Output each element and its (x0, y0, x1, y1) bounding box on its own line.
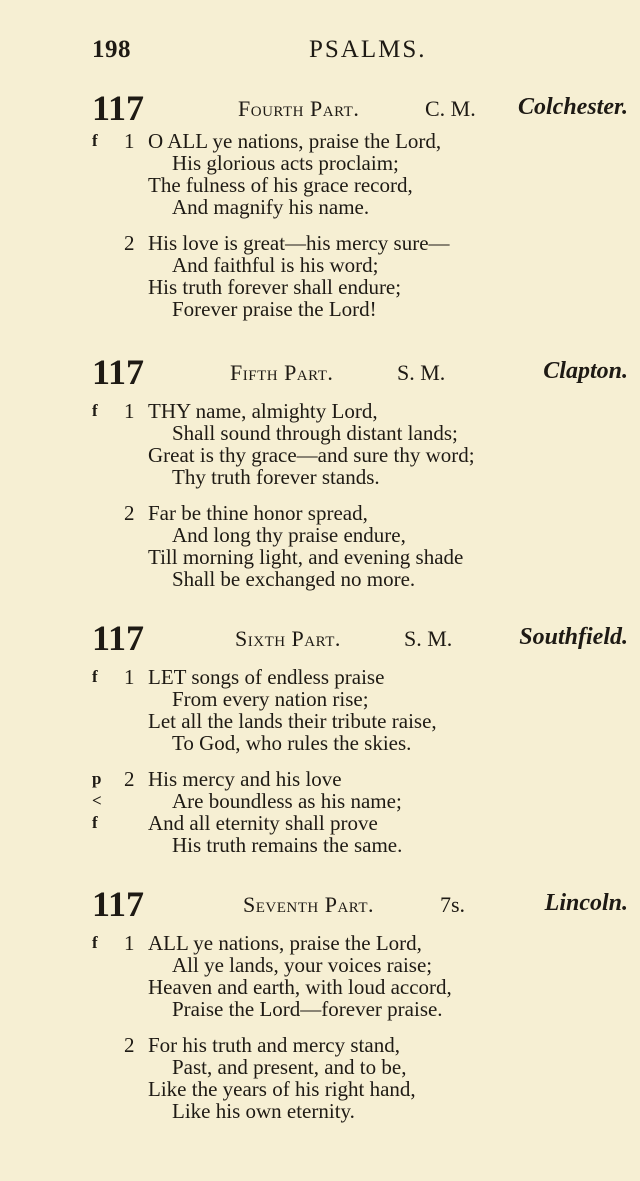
part-label: Seventh Part. (243, 892, 375, 917)
verse-text: O ALL ye nations, praise the Lord, (148, 129, 442, 153)
verse-line (0, 834, 640, 856)
dynamic-mark: f (92, 933, 98, 952)
verse-line (0, 546, 640, 568)
stanza (0, 130, 640, 218)
verse-text: Let all the lands their tribute raise, (148, 709, 437, 733)
verse-line (0, 768, 640, 790)
meter-label: C. M. (425, 96, 476, 121)
verse-line (0, 1034, 640, 1056)
meter-label: S. M. (404, 626, 453, 651)
verse-text: Thy truth forever stands. (172, 465, 380, 489)
verse-line (0, 130, 640, 152)
verse-line (0, 932, 640, 954)
verse-text: For his truth and mercy stand, (148, 1033, 400, 1057)
dynamic-mark: p (92, 769, 102, 788)
dynamic-mark: f (92, 667, 98, 686)
verse-number: 2 (124, 767, 135, 791)
part-label: Sixth Part. (235, 626, 341, 651)
dynamic-mark: f (92, 131, 98, 150)
part-label: Fifth Part. (230, 360, 334, 385)
verse-text: And long thy praise endure, (172, 523, 406, 547)
verse-line (0, 568, 640, 590)
verse-line (0, 710, 640, 732)
verse-text: Past, and present, and to be, (172, 1055, 407, 1079)
hymn-section (0, 88, 640, 320)
hymn-section (0, 884, 640, 1122)
tune-name: Colchester. (517, 94, 628, 120)
verse-line (0, 812, 640, 834)
verse-line (0, 400, 640, 422)
verse-line (0, 1078, 640, 1100)
verse-text: Far be thine honor spread, (148, 501, 368, 525)
verse-text: ALL ye nations, praise the Lord, (148, 931, 422, 955)
running-head: PSALMS. (309, 36, 427, 63)
verse-line (0, 1100, 640, 1122)
verse-text: His truth forever shall endure; (148, 275, 402, 299)
verse-number: 1 (124, 399, 135, 423)
verse-line (0, 298, 640, 320)
verse-text: THY name, almighty Lord, (148, 399, 378, 423)
tune-name: Lincoln. (544, 890, 628, 916)
verse-text: Shall sound through distant lands; (172, 421, 458, 445)
verse-text: LET songs of endless praise (148, 665, 385, 689)
dynamic-mark: f (92, 401, 98, 420)
verse-text: Great is thy grace—and sure thy word; (148, 443, 475, 467)
verse-line (0, 152, 640, 174)
verse-line (0, 998, 640, 1020)
verse-text: Like the years of his right hand, (148, 1077, 416, 1101)
crescendo-mark: < (92, 791, 102, 810)
verse-text: Till morning light, and evening shade (148, 545, 464, 569)
verse-text: The fulness of his grace record, (148, 173, 413, 197)
verse-text: His glorious acts proclaim; (172, 151, 399, 175)
hymn-section (0, 352, 640, 590)
verse-line (0, 254, 640, 276)
stanza (0, 768, 640, 856)
verse-line (0, 444, 640, 466)
stanza (0, 1034, 640, 1122)
verse-text: Heaven and earth, with loud accord, (148, 975, 452, 999)
hymn-title-row (0, 884, 640, 926)
psalm-number: 117 (92, 884, 145, 924)
psalm-number: 117 (92, 352, 145, 392)
dynamic-mark: f (92, 813, 98, 832)
hymn-title-row (0, 618, 640, 660)
verse-text: And faithful is his word; (172, 253, 379, 277)
psalm-number: 117 (92, 88, 145, 128)
verse-text: Like his own eternity. (172, 1099, 355, 1123)
verse-line (0, 954, 640, 976)
verse-line (0, 422, 640, 444)
verse-text: All ye lands, your voices raise; (172, 953, 433, 977)
stanza (0, 666, 640, 754)
meter-label: S. M. (397, 360, 446, 385)
verse-line (0, 976, 640, 998)
verse-number: 1 (124, 665, 135, 689)
verse-text: His mercy and his love (148, 767, 342, 791)
verse-line (0, 232, 640, 254)
verse-text: Praise the Lord—forever praise. (172, 997, 443, 1021)
verse-text: Are boundless as his name; (172, 789, 402, 813)
hymn-title-row (0, 352, 640, 394)
verse-text: Forever praise the Lord! (172, 297, 377, 321)
verse-text: His truth remains the same. (172, 833, 403, 857)
hymn-section (0, 618, 640, 856)
verse-line (0, 790, 640, 812)
meter-label: 7s. (440, 892, 466, 917)
verse-line (0, 502, 640, 524)
verse-line (0, 524, 640, 546)
stanza (0, 400, 640, 488)
verse-text: His love is great—his mercy sure— (148, 231, 450, 255)
stanza (0, 502, 640, 590)
stanza (0, 932, 640, 1020)
stanza (0, 232, 640, 320)
verse-text: From every nation rise; (172, 687, 369, 711)
verse-number: 2 (124, 231, 135, 255)
verse-number: 1 (124, 931, 135, 955)
verse-line (0, 276, 640, 298)
verse-line (0, 688, 640, 710)
psalm-number: 117 (92, 618, 145, 658)
verse-line (0, 1056, 640, 1078)
verse-line (0, 196, 640, 218)
verse-line (0, 174, 640, 196)
hymn-title-row (0, 88, 640, 130)
verse-line (0, 466, 640, 488)
page-number: 198 (92, 36, 131, 63)
tune-name: Southfield. (519, 624, 628, 650)
verse-line (0, 666, 640, 688)
verse-number: 1 (124, 129, 135, 153)
verse-number: 2 (124, 501, 135, 525)
verse-text: And magnify his name. (172, 195, 370, 219)
page-header (92, 36, 612, 66)
tune-name: Clapton. (543, 358, 628, 384)
verse-text: Shall be exchanged no more. (172, 567, 416, 591)
verse-text: And all eternity shall prove (148, 811, 378, 835)
verse-line (0, 732, 640, 754)
verse-number: 2 (124, 1033, 135, 1057)
part-label: Fourth Part. (238, 96, 360, 121)
verse-text: To God, who rules the skies. (172, 731, 412, 755)
